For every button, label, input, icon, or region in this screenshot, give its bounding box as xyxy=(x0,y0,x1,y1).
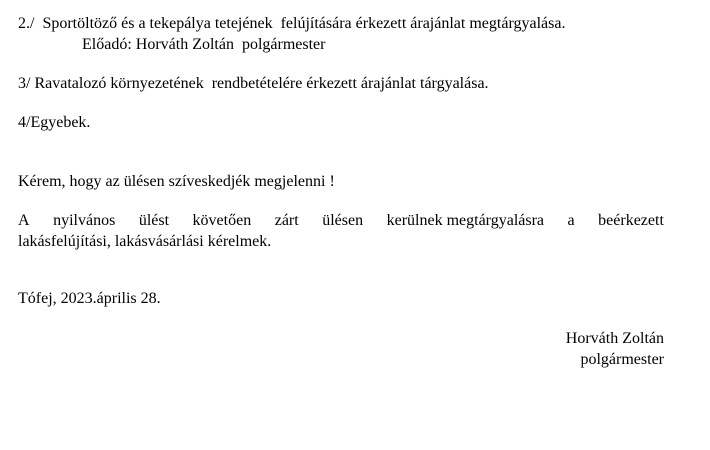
place-and-date: Tófej, 2023.április 28. xyxy=(18,290,161,307)
closed-session-word: ülést xyxy=(138,212,170,229)
agenda-item-4: 4/Egyebek. xyxy=(18,114,91,131)
signatory-name: Horváth Zoltán xyxy=(565,330,664,347)
closed-session-word: A xyxy=(18,212,30,229)
closed-session-word: nyilvános xyxy=(53,212,116,229)
agenda-item-2: 2./ Sportöltöző és a tekepálya tetejének felújítására érkezett árajánlat megtárgyalása. xyxy=(18,15,566,32)
closed-session-word: kerülnek megtárgyalásra xyxy=(386,212,545,229)
closed-session-line-1 xyxy=(18,210,664,231)
agenda-item-2-speaker: Előadó: Horváth Zoltán polgármester xyxy=(82,36,326,53)
signatory-title: polgármester xyxy=(580,351,664,368)
closed-session-paragraph xyxy=(18,210,664,252)
agenda-item-3: 3/ Ravatalozó környezetének rendbetételére érkezett árajánlat tárgyalása. xyxy=(18,75,489,92)
signature-block xyxy=(566,328,664,370)
closed-session-line-2: lakásfelújítási, lakásvásárlási kérelmek. xyxy=(18,233,272,250)
attendance-request: Kérem, hogy az ülésen szíveskedjék megjelenni ! xyxy=(18,173,335,190)
closed-session-word: a xyxy=(567,212,575,229)
closed-session-word: követően xyxy=(192,212,252,229)
closed-session-word: beérkezett xyxy=(598,212,664,229)
closed-session-word: ülésen xyxy=(322,212,364,229)
closed-session-word: zárt xyxy=(274,212,299,229)
